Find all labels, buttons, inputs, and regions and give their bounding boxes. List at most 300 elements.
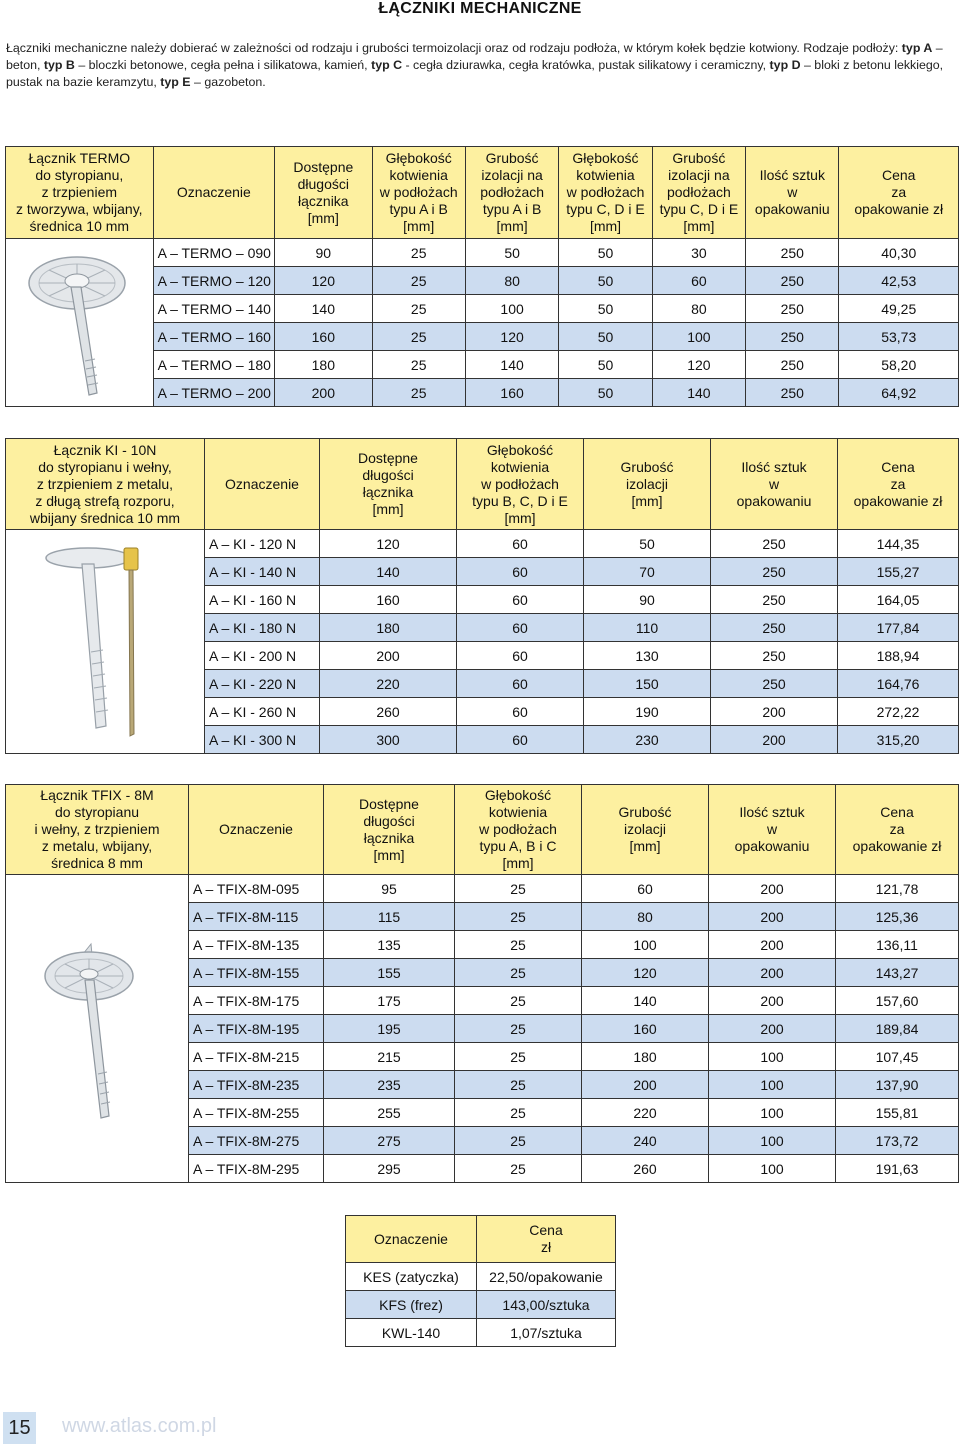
header-line: [mm] — [307, 209, 339, 226]
value-cell: 200 — [709, 987, 835, 1014]
value-cell: 80 — [466, 267, 558, 294]
value-cell: 200 — [709, 931, 835, 958]
column-header — [653, 147, 745, 238]
substrate-type-label: typ B — [43, 58, 75, 72]
value-cell: 200 — [320, 642, 456, 669]
value-cell: 250 — [746, 351, 838, 378]
value-cell: 50 — [559, 351, 651, 378]
value-cell: 80 — [653, 295, 745, 322]
accessories-table — [345, 1215, 616, 1347]
header-line: za — [889, 821, 905, 837]
column-header — [477, 1216, 615, 1262]
header-line: Dostępne — [358, 450, 418, 466]
designation-cell: KES (zatyczka) — [346, 1263, 476, 1290]
designation-cell: A – KI - 220 N — [205, 670, 319, 697]
value-cell: 160 — [275, 323, 371, 350]
header-line: Głębokość — [486, 441, 554, 458]
value-cell: 50 — [559, 379, 651, 406]
designation-cell: A – KI - 300 N — [205, 726, 319, 753]
value-cell: 70 — [584, 558, 710, 585]
value-cell: 180 — [320, 614, 456, 641]
value-cell: 50 — [559, 323, 651, 350]
column-header — [205, 439, 319, 529]
column-header — [709, 785, 835, 874]
value-cell: 100 — [709, 1099, 835, 1126]
value-cell: 50 — [559, 267, 651, 294]
value-cell: 250 — [746, 295, 838, 322]
product-description — [6, 785, 188, 874]
description-line: do styropianu — [54, 804, 140, 820]
value-cell: 49,25 — [839, 295, 958, 322]
intro-text: – bloczki betonowe, cegła pełna i silikatowa, kamień, — [74, 58, 372, 72]
header-line: Dostępne — [359, 795, 419, 812]
value-cell: 100 — [709, 1071, 835, 1098]
value-cell: 25 — [373, 351, 465, 378]
value-cell: 25 — [455, 903, 581, 930]
value-cell: 25 — [455, 1015, 581, 1042]
value-cell: 40,30 — [839, 239, 958, 266]
value-cell: 275 — [324, 1127, 454, 1154]
designation-cell: A – KI - 140 N — [205, 558, 319, 585]
value-cell: 189,84 — [836, 1015, 958, 1042]
value-cell: 25 — [373, 379, 465, 406]
value-cell: 80 — [582, 903, 708, 930]
description-line: do styropianu, — [35, 167, 124, 183]
column-header — [711, 439, 837, 529]
description-line: z trzpieniem z metalu, — [36, 475, 174, 492]
header-line: Dostępne — [293, 158, 354, 175]
value-cell: 25 — [373, 239, 465, 266]
header-line: zł — [540, 1239, 552, 1255]
designation-cell: A – TERMO – 140 — [154, 295, 275, 322]
header-line: [mm] — [502, 855, 534, 871]
value-cell: 120 — [582, 959, 708, 986]
value-cell: 60 — [457, 614, 583, 641]
header-line: [mm] — [589, 218, 622, 234]
header-line: w podłożach — [566, 184, 645, 200]
value-cell: 137,90 — [836, 1071, 958, 1098]
intro-text: Łączniki mechaniczne należy dobierać w zależności od rodzaju i grubości termoizolacji oraz od rodzaju podłoża, w którym kołek będzie kotwiony. Rodzaje podłoży: — [6, 41, 902, 55]
header-line: Oznaczenie — [219, 821, 293, 837]
value-cell: 25 — [455, 931, 581, 958]
header-line: typu A, B i C — [479, 838, 557, 854]
header-row — [6, 439, 958, 529]
value-cell: 107,45 — [836, 1043, 958, 1070]
value-cell: 200 — [709, 903, 835, 930]
header-line: izolacji — [625, 475, 668, 492]
value-cell: 22,50/opakowanie — [477, 1263, 615, 1290]
product-image — [6, 530, 204, 753]
description-line: z długą strefą rozporu, — [35, 492, 175, 509]
description-line: średnica 10 mm — [29, 218, 130, 234]
intro-text: – beton, — [6, 41, 943, 72]
value-cell: 90 — [584, 586, 710, 613]
header-line: w — [787, 184, 798, 200]
header-line: typu B, C, D i E — [472, 492, 568, 509]
value-cell: 25 — [455, 1127, 581, 1154]
value-cell: 250 — [711, 670, 837, 697]
designation-cell: A – TERMO – 200 — [154, 379, 275, 406]
value-cell: 25 — [455, 987, 581, 1014]
value-cell: 235 — [324, 1071, 454, 1098]
designation-cell: A – TFIX-8M-215 — [189, 1043, 323, 1070]
value-cell: 200 — [709, 875, 835, 902]
intro-text: - cegła dziurawka, cegła kratówka, pustak silikatowy i ceramiczny, — [402, 58, 770, 72]
tfix-fastener-icon — [27, 934, 167, 1124]
designation-cell: A – TERMO – 120 — [154, 267, 275, 294]
header-line: Grubość — [620, 458, 674, 475]
value-cell: 100 — [709, 1127, 835, 1154]
value-cell: 164,05 — [838, 586, 958, 613]
column-header — [746, 147, 838, 238]
header-line: podłożach — [666, 184, 731, 200]
description-line: i wełny, z trzpieniem — [34, 821, 160, 837]
value-cell: 130 — [584, 642, 710, 669]
value-cell: 250 — [711, 530, 837, 557]
designation-cell: A – KI - 180 N — [205, 614, 319, 641]
header-line: Cena — [882, 167, 916, 183]
header-line: Grubość — [672, 150, 726, 166]
description-line: z metalu, wbijany, — [41, 838, 153, 854]
header-line: Głębokość — [484, 787, 552, 803]
page-number: 15 — [3, 1412, 36, 1444]
value-cell: 155 — [324, 959, 454, 986]
header-line: Grubość — [485, 150, 539, 166]
value-cell: 191,63 — [836, 1155, 958, 1182]
value-cell: 173,72 — [836, 1127, 958, 1154]
value-cell: 110 — [584, 614, 710, 641]
header-line: w podłożach — [479, 821, 557, 837]
designation-cell: A – TFIX-8M-195 — [189, 1015, 323, 1042]
value-cell: 180 — [275, 351, 371, 378]
value-cell: 188,94 — [838, 642, 958, 669]
table-row — [6, 239, 958, 266]
value-cell: 160 — [466, 379, 558, 406]
column-header — [582, 785, 708, 874]
header-line: Cena — [529, 1222, 563, 1238]
value-cell: 140 — [466, 351, 558, 378]
header-line: w podłożach — [481, 475, 559, 492]
value-cell: 220 — [320, 670, 456, 697]
header-line: opakowanie zł — [854, 201, 944, 217]
value-cell: 140 — [275, 295, 371, 322]
value-cell: 195 — [324, 1015, 454, 1042]
table-row — [6, 530, 958, 557]
header-line: za — [890, 475, 906, 492]
product-description — [6, 147, 153, 238]
value-cell: 60 — [457, 670, 583, 697]
header-line: w — [766, 821, 778, 837]
header-line: w podłożach — [379, 184, 458, 200]
value-cell: 60 — [457, 726, 583, 753]
substrate-type-label: typ D — [769, 58, 801, 72]
value-cell: 136,11 — [836, 931, 958, 958]
header-line: długości — [297, 175, 349, 192]
intro-text: – bloki z betonu lekkiego, pustak na bazie keramzytu, — [6, 58, 944, 89]
value-cell: 60 — [582, 875, 708, 902]
column-header — [455, 785, 581, 874]
header-line: izolacji na — [481, 167, 543, 183]
header-line: łącznika — [362, 484, 414, 500]
column-header — [154, 147, 275, 238]
value-cell: 50 — [584, 530, 710, 557]
value-cell: 175 — [324, 987, 454, 1014]
value-cell: 120 — [275, 267, 371, 294]
designation-cell: A – TFIX-8M-255 — [189, 1099, 323, 1126]
header-line: kotwienia — [488, 804, 548, 820]
substrate-type-label: typ E — [160, 75, 191, 89]
designation-cell: A – KI - 160 N — [205, 586, 319, 613]
value-cell: 100 — [466, 295, 558, 322]
value-cell: 100 — [709, 1155, 835, 1182]
value-cell: 25 — [455, 1155, 581, 1182]
value-cell: 215 — [324, 1043, 454, 1070]
header-line: [mm] — [504, 509, 536, 526]
table-row — [6, 875, 958, 902]
header-line: opakowaniu — [736, 492, 812, 509]
value-cell: 200 — [709, 1015, 835, 1042]
designation-cell: A – TFIX-8M-155 — [189, 959, 323, 986]
value-cell: 120 — [653, 351, 745, 378]
header-line: kotwienia — [389, 167, 448, 183]
header-line: Cena — [880, 804, 914, 820]
value-cell: 220 — [582, 1099, 708, 1126]
description-line: Łącznik TFIX - 8M — [40, 787, 154, 803]
value-cell: 120 — [466, 323, 558, 350]
header-row — [6, 147, 958, 238]
designation-cell: A – TFIX-8M-295 — [189, 1155, 323, 1182]
value-cell: 250 — [746, 267, 838, 294]
header-line: Głębokość — [572, 150, 639, 166]
value-cell: 250 — [746, 323, 838, 350]
value-cell: 164,76 — [838, 670, 958, 697]
value-cell: 50 — [559, 295, 651, 322]
table-row — [346, 1319, 615, 1346]
header-line: Ilość sztuk — [739, 804, 805, 820]
value-cell: 60 — [653, 267, 745, 294]
ki-fastener-icon — [30, 542, 180, 742]
header-line: Grubość — [618, 804, 672, 820]
header-line: za — [891, 184, 907, 200]
header-line: [mm] — [372, 501, 404, 517]
value-cell: 25 — [455, 1043, 581, 1070]
value-cell: 60 — [457, 558, 583, 585]
header-line: [mm] — [683, 218, 715, 234]
header-line: opakowanie zł — [853, 492, 943, 509]
value-cell: 140 — [653, 379, 745, 406]
substrate-type-label: typ A — [901, 41, 933, 55]
header-line: typu A i B — [482, 201, 542, 217]
termo-fastener-icon — [19, 243, 139, 403]
value-cell: 143,27 — [836, 959, 958, 986]
value-cell: 25 — [373, 323, 465, 350]
value-cell: 100 — [709, 1043, 835, 1070]
value-cell: 25 — [455, 1099, 581, 1126]
designation-cell: KFS (frez) — [346, 1291, 476, 1318]
column-header — [457, 439, 583, 529]
value-cell: 25 — [455, 1071, 581, 1098]
value-cell: 200 — [275, 379, 371, 406]
value-cell: 295 — [324, 1155, 454, 1182]
header-line: izolacji na — [668, 167, 730, 183]
value-cell: 50 — [466, 239, 558, 266]
value-cell: 140 — [320, 558, 456, 585]
ki-table — [5, 438, 959, 754]
designation-cell: A – KI - 260 N — [205, 698, 319, 725]
value-cell: 60 — [457, 586, 583, 613]
header-line: Ilość sztuk — [741, 458, 807, 475]
designation-cell: A – TERMO – 160 — [154, 323, 275, 350]
value-cell: 64,92 — [839, 379, 958, 406]
value-cell: 140 — [582, 987, 708, 1014]
value-cell: 50 — [559, 239, 651, 266]
designation-cell: A – KI - 200 N — [205, 642, 319, 669]
description-line: średnica 8 mm — [51, 855, 143, 871]
header-line: Cena — [881, 458, 915, 475]
header-line: typu C, D i E — [659, 201, 739, 217]
table-row — [346, 1291, 615, 1318]
designation-cell: A – TFIX-8M-115 — [189, 903, 323, 930]
value-cell: 115 — [324, 903, 454, 930]
description-line: wbijany średnica 10 mm — [29, 509, 181, 526]
value-cell: 177,84 — [838, 614, 958, 641]
header-line: [mm] — [629, 838, 661, 854]
column-header — [320, 439, 456, 529]
header-line: kotwienia — [490, 458, 550, 475]
header-line: Ilość sztuk — [759, 167, 825, 183]
value-cell: 230 — [584, 726, 710, 753]
table-row — [346, 1263, 615, 1290]
termo-table — [5, 146, 959, 407]
designation-cell: A – TFIX-8M-175 — [189, 987, 323, 1014]
value-cell: 90 — [275, 239, 371, 266]
value-cell: 60 — [457, 530, 583, 557]
value-cell: 125,36 — [836, 903, 958, 930]
value-cell: 120 — [320, 530, 456, 557]
value-cell: 160 — [582, 1015, 708, 1042]
value-cell: 315,20 — [838, 726, 958, 753]
header-line: [mm] — [403, 218, 435, 234]
tfix-table — [5, 784, 959, 1183]
value-cell: 240 — [582, 1127, 708, 1154]
value-cell: 60 — [457, 698, 583, 725]
header-line: łącznika — [363, 829, 415, 846]
header-line: opakowaniu — [754, 201, 830, 217]
header-line: długości — [362, 467, 414, 483]
header-line: typu A i B — [389, 201, 448, 217]
column-header — [189, 785, 323, 874]
product-description — [6, 439, 204, 529]
value-cell: 42,53 — [839, 267, 958, 294]
value-cell: 250 — [746, 239, 838, 266]
column-header — [324, 785, 454, 874]
header-line: [mm] — [496, 218, 528, 234]
product-image — [6, 239, 153, 406]
header-row — [6, 785, 958, 874]
header-line: [mm] — [631, 492, 663, 509]
value-cell: 200 — [709, 959, 835, 986]
header-line: opakowanie zł — [852, 838, 942, 854]
description-line: z tworzywa, wbijany, — [16, 201, 143, 217]
header-line: Oznaczenie — [225, 475, 299, 492]
value-cell: 30 — [653, 239, 745, 266]
value-cell: 58,20 — [839, 351, 958, 378]
value-cell: 250 — [711, 586, 837, 613]
value-cell: 190 — [584, 698, 710, 725]
value-cell: 157,60 — [836, 987, 958, 1014]
column-header — [838, 439, 958, 529]
designation-cell: A – TFIX-8M-095 — [189, 875, 323, 902]
intro-paragraph — [6, 40, 958, 91]
value-cell: 135 — [324, 931, 454, 958]
designation-cell: A – TERMO – 180 — [154, 351, 275, 378]
value-cell: 144,35 — [838, 530, 958, 557]
value-cell: 260 — [320, 698, 456, 725]
header-line: Oznaczenie — [374, 1230, 448, 1247]
column-header — [839, 147, 958, 238]
column-header — [373, 147, 465, 238]
value-cell: 300 — [320, 726, 456, 753]
header-line: w — [768, 475, 780, 492]
header-line: łącznika — [298, 192, 349, 209]
column-header — [584, 439, 710, 529]
value-cell: 1,07/sztuka — [477, 1319, 615, 1346]
value-cell: 121,78 — [836, 875, 958, 902]
page-title: ŁĄCZNIKI MECHANICZNE — [378, 0, 582, 17]
column-header — [836, 785, 958, 874]
description-line: z trzpieniem — [41, 184, 118, 200]
header-line: opakowaniu — [734, 838, 810, 854]
value-cell: 200 — [582, 1071, 708, 1098]
footer-url: www.atlas.com.pl — [62, 1415, 217, 1437]
description-line: Łącznik TERMO — [28, 150, 131, 166]
value-cell: 250 — [711, 614, 837, 641]
designation-cell: A – TFIX-8M-275 — [189, 1127, 323, 1154]
value-cell: 100 — [653, 323, 745, 350]
header-line: Głębokość — [385, 150, 452, 166]
header-line: długości — [363, 812, 415, 829]
designation-cell: A – TFIX-8M-235 — [189, 1071, 323, 1098]
header-line: typu C, D i E — [566, 201, 645, 217]
designation-cell: A – TERMO – 090 — [154, 239, 275, 266]
header-line: Oznaczenie — [176, 184, 251, 200]
value-cell: 150 — [584, 670, 710, 697]
value-cell: 180 — [582, 1043, 708, 1070]
column-header — [275, 147, 371, 238]
value-cell: 143,00/sztuka — [477, 1291, 615, 1318]
designation-cell: A – KI - 120 N — [205, 530, 319, 557]
description-line: Łącznik KI - 10N — [53, 441, 157, 458]
value-cell: 155,27 — [838, 558, 958, 585]
column-header — [466, 147, 558, 238]
value-cell: 25 — [455, 875, 581, 902]
description-line: do styropianu i wełny, — [38, 458, 172, 475]
value-cell: 53,73 — [839, 323, 958, 350]
value-cell: 160 — [320, 586, 456, 613]
header-line: kotwienia — [576, 167, 635, 183]
value-cell: 250 — [711, 642, 837, 669]
value-cell: 200 — [711, 698, 837, 725]
value-cell: 60 — [457, 642, 583, 669]
designation-cell: A – TFIX-8M-135 — [189, 931, 323, 958]
value-cell: 25 — [373, 295, 465, 322]
value-cell: 250 — [746, 379, 838, 406]
value-cell: 250 — [711, 558, 837, 585]
value-cell: 95 — [324, 875, 454, 902]
substrate-type-label: typ C — [371, 58, 403, 72]
value-cell: 25 — [455, 959, 581, 986]
header-line: [mm] — [373, 846, 405, 863]
